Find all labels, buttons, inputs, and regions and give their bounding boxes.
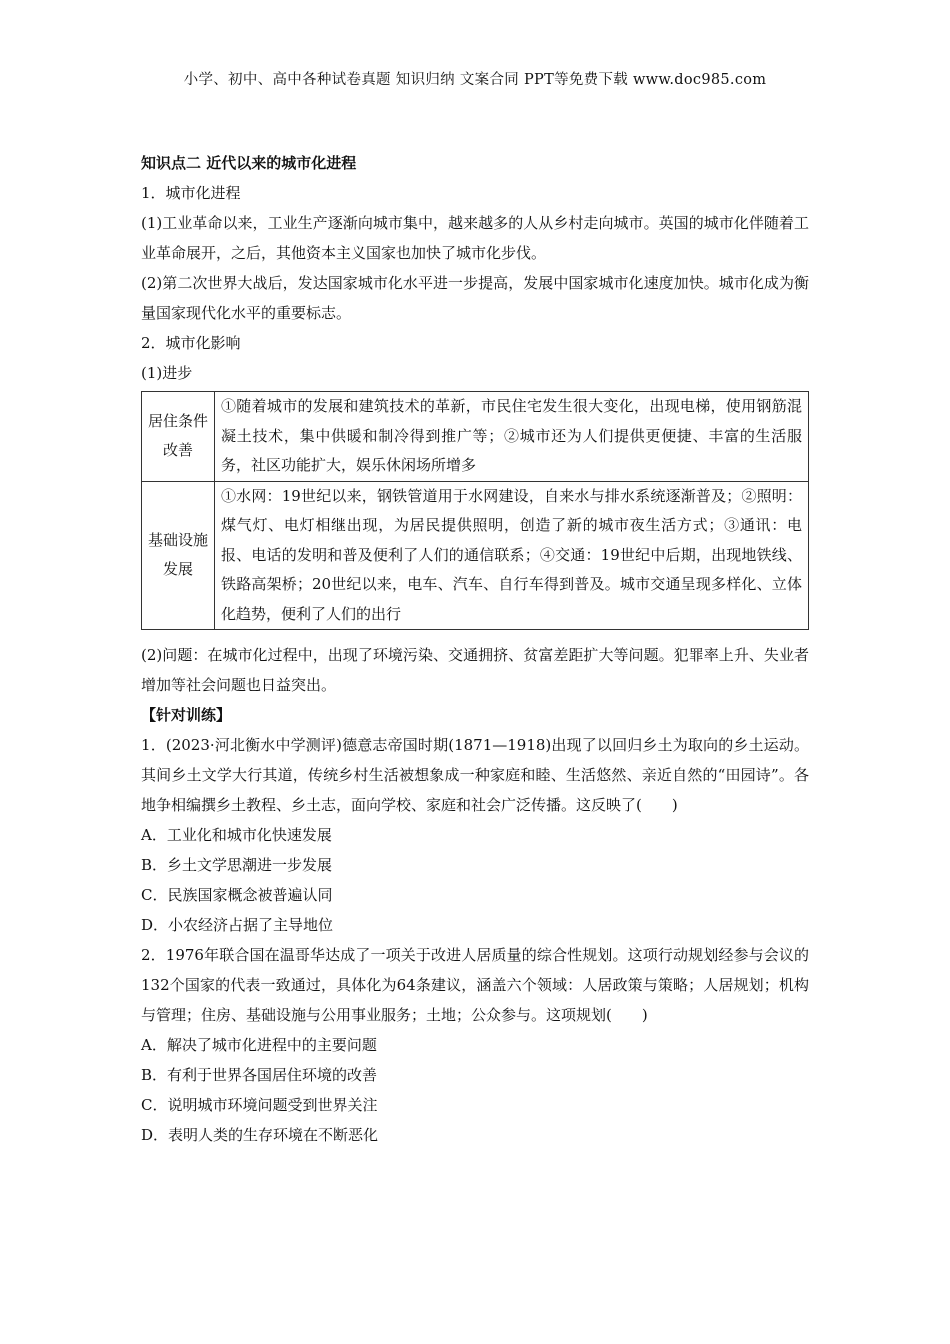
part1-title: 1．城市化进程 <box>141 184 241 202</box>
practice-title: 【针对训练】 <box>141 706 232 724</box>
table-row-text: ①随着城市的发展和建筑技术的革新，市民住宅发生很大变化，出现电梯，使用钢筋混凝土技术，集中供暖和制冷得到推广等；②城市还为人们提供更便捷、丰富的生活服务，社区功能扩大，娱乐休闲场所增多 <box>215 392 809 482</box>
table-row <box>142 392 809 482</box>
page-header: 小学、初中、高中各种试卷真题 知识归纳 文案合同 PPT等免费下载 www.doc985.com <box>183 72 767 88</box>
question-1-option-a[interactable]: A．工业化和城市化快速发展 <box>141 826 332 844</box>
progress-title: (1)进步 <box>141 364 193 382</box>
table-row-label: 居住条件改善 <box>142 392 215 482</box>
table-row-label: 基础设施发展 <box>142 481 215 630</box>
paragraph-1: (1)工业革命以来，工业生产逐渐向城市集中，越来越多的人从乡村走向城市。英国的城市化伴随着工业革命展开，之后，其他资本主义国家也加快了城市化步伐。 <box>141 214 809 262</box>
question-2-option-b[interactable]: B．有利于世界各国居住环境的改善 <box>141 1066 378 1084</box>
part2-title: 2．城市化影响 <box>141 334 241 352</box>
question-1-option-d[interactable]: D．小农经济占据了主导地位 <box>141 916 334 934</box>
section-title: 知识点二 近代以来的城市化进程 <box>141 154 357 172</box>
progress-table <box>141 391 809 630</box>
table-row <box>142 481 809 630</box>
question-1-option-c[interactable]: C．民族国家概念被普遍认同 <box>141 886 333 904</box>
question-2-option-d[interactable]: D．表明人类的生存环境在不断恶化 <box>141 1126 379 1144</box>
paragraph-2: (2)第二次世界大战后，发达国家城市化水平进一步提高，发展中国家城市化速度加快。城市化成为衡量国家现代化水平的重要标志。 <box>141 274 809 322</box>
question-2-stem: 2．1976年联合国在温哥华达成了一项关于改进人居质量的综合性规划。这项行动规划经参与会议的132个国家的代表一致通过，具体化为64条建议，涵盖六个领域：人居政策与策略；人居规划；机构与管理；住房、基础设施与公用事业服务；土地；公众参与。这项规划( ) <box>141 946 809 1024</box>
question-1-option-b[interactable]: B．乡土文学思潮进一步发展 <box>141 856 333 874</box>
table-row-text: ①水网：19世纪以来，钢铁管道用于水网建设，自来水与排水系统逐渐普及；②照明：煤气灯、电灯相继出现，为居民提供照明，创造了新的城市夜生活方式；③通讯：电报、电话的发明和普及便利了人们的通信联系；④交通：19世纪中后期，出现地铁线、铁路高架桥；20世纪以来，电车、汽车、自行车得到普及。城市交通呈现多样化、立体化趋势，便利了人们的出行 <box>215 481 809 630</box>
document-body <box>141 148 809 1150</box>
question-2-option-a[interactable]: A．解决了城市化进程中的主要问题 <box>141 1036 377 1054</box>
problem-paragraph: (2)问题：在城市化过程中，出现了环境污染、交通拥挤、贫富差距扩大等问题。犯罪率上升、失业者增加等社会问题也日益突出。 <box>141 646 809 694</box>
question-2-option-c[interactable]: C．说明城市环境问题受到世界关注 <box>141 1096 378 1114</box>
question-1-stem: 1．(2023·河北衡水中学测评)德意志帝国时期(1871—1918)出现了以回归乡土为取向的乡土运动。其间乡土文学大行其道，传统乡村生活被想象成一种家庭和睦、生活悠然、亲近自然的“田园诗”。各地争相编撰乡土教程、乡土志，面向学校、家庭和社会广泛传播。这反映了( ) <box>141 736 809 814</box>
